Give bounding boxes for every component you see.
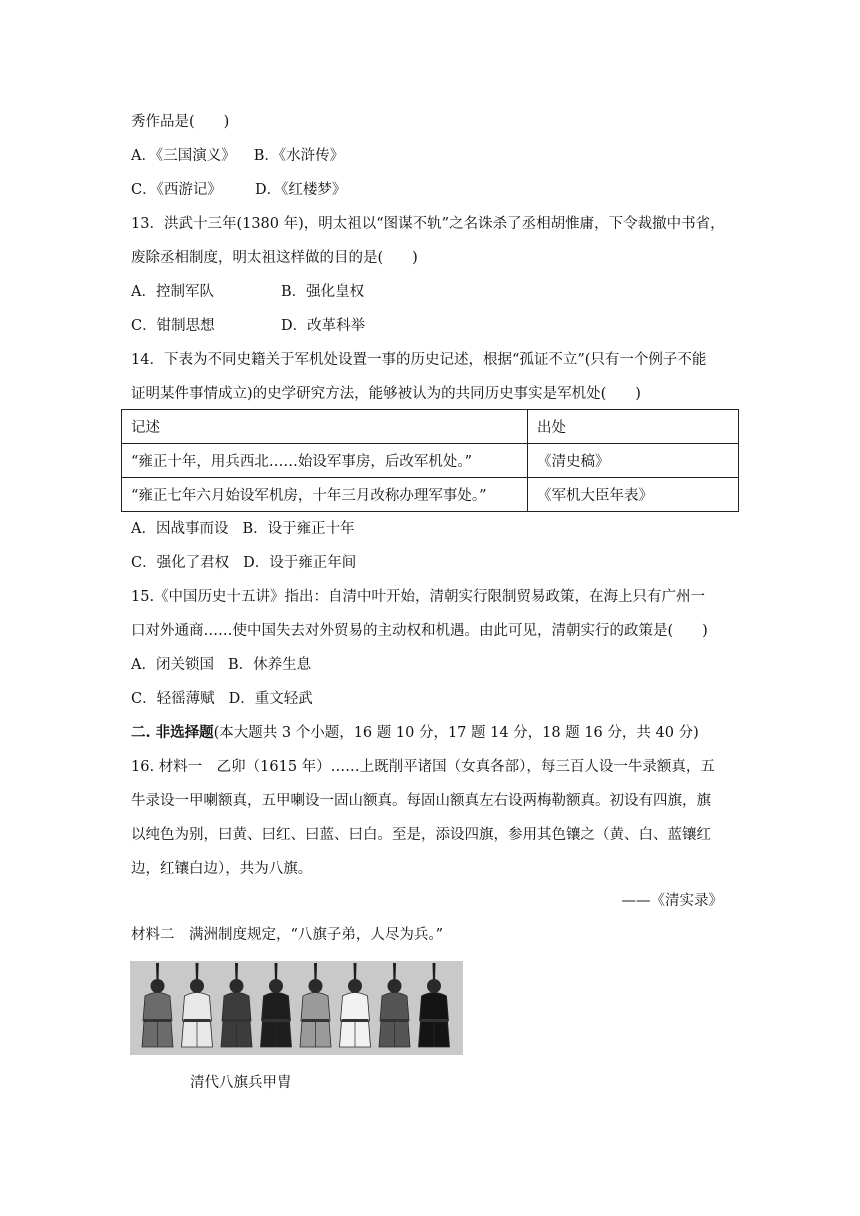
q15-stem-line1: 15.《中国历史十五讲》指出：自清中叶开始，清朝实行限制贸易政策，在海上只有广州一 [131,589,706,605]
table-row [122,444,739,478]
q15-option-b: B．休养生息 [227,657,312,673]
q15-stem-line2: 口对外通商……使中国失去对外贸易的主动权和机遇。由此可见，清朝实行的政策是( ) [131,623,708,639]
q16-material1-line1: 16. 材料一 乙卯（1615 年）……上既削平诸国（女真各部），每三百人设一牛录额真，五 [131,759,715,775]
q12-options-row2 [131,180,346,200]
section2-title: 二. 非选择题 [131,724,214,741]
q12-option-a: A．《三国演义》 [131,148,236,164]
armor-figure-5 [300,963,331,1047]
q12-option-d: D．《红楼梦》 [255,182,347,198]
q12-option-c: C．《西游记》 [131,182,222,198]
q15-option-a: A．闭关锁国 [131,657,214,673]
armor-figure-8 [419,963,450,1047]
table-cell-record: “雍正七年六月始设军机房，十年三月改称办理军事处。” [122,478,528,512]
armor-illustration [130,961,463,1055]
table-cell-record: “雍正十年，用兵西北……始设军事房，后改军机处。” [122,444,528,478]
section2-heading [131,723,699,743]
q14-options-row1 [131,519,355,539]
section2-note: (本大题共 3 个小题，16 题 10 分，17 题 14 分，18 题 16 分，共 40 分) [213,725,699,741]
q16-material1-line3: 以纯色为别，曰黄、曰红、曰蓝、曰白。至是，添设四旗，参用其色镶之（黄、白、蓝镶红 [131,827,711,843]
q13-option-d: D．改革科举 [281,318,366,334]
q13-options-row2 [131,316,365,336]
photo-caption: 清代八旗兵甲胄 [190,1075,292,1091]
q14-stem-line2: 证明某件事情成立)的史学研究方法，能够被认为的共同历史事实是军机处( ) [131,386,641,402]
q13-options-row1 [131,282,364,302]
q14-stem-line1: 14．下表为不同史籍关于军机处设置一事的历史记述，根据“孤证不立”(只有一个例子不能 [131,352,707,368]
q13-stem-line1: 13．洪武十三年(1380 年)，明太祖以“图谋不轨”之名诛杀了丞相胡惟庸，下令裁撤中书省， [131,216,725,232]
q13-option-a: A．控制军队 [131,284,214,300]
armor-figure-4 [261,963,292,1047]
q16-material1-line4: 边，红镶白边），共为八旗。 [131,861,313,877]
table-cell-source: 《军机大臣年表》 [528,478,739,512]
q15-options-row2 [131,689,313,709]
table-header-source: 出处 [528,410,739,444]
q15-options-row1 [131,655,311,675]
q12-stem-tail: 秀作品是( ) [131,114,230,130]
q12-options-row1 [131,146,344,166]
q13-stem-line2: 废除丞相制度，明太祖这样做的目的是( ) [131,250,418,266]
q13-option-c: C．钳制思想 [131,318,215,334]
armor-figure-3 [221,963,252,1047]
table-header-row [122,410,739,444]
armor-figure-7 [379,963,410,1047]
q14-options-row2 [131,553,356,573]
q15-option-c: C．轻徭薄赋 [131,691,215,707]
armor-figure-2 [182,963,213,1047]
q14-source-table [121,409,739,512]
q16-material1-line2: 牛录设一甲喇额真，五甲喇设一固山额真。每固山额真左右设两梅勒额真。初设有四旗，旗 [131,793,711,809]
q14-option-d: D．设于雍正年间 [243,555,357,571]
armor-figure-1 [142,963,173,1047]
table-cell-source: 《清史稿》 [528,444,739,478]
q14-option-b: B．设于雍正十年 [242,521,355,537]
table-row [122,478,739,512]
armor-figure-6 [340,963,371,1047]
q16-material2-text: 材料二 满洲制度规定，“八旗子弟，人尽为兵。” [131,927,444,943]
eight-banners-armor-photo [130,961,463,1055]
q14-option-c: C．强化了君权 [131,555,230,571]
q14-option-a: A．因战事而设 [131,521,229,537]
table-header-record: 记述 [122,410,528,444]
q12-option-b: B．《水浒传》 [253,148,345,164]
q15-option-d: D．重文轻武 [228,691,313,707]
q16-material1-source: ——《清实录》 [621,893,723,909]
q13-option-b: B．强化皇权 [281,284,365,300]
